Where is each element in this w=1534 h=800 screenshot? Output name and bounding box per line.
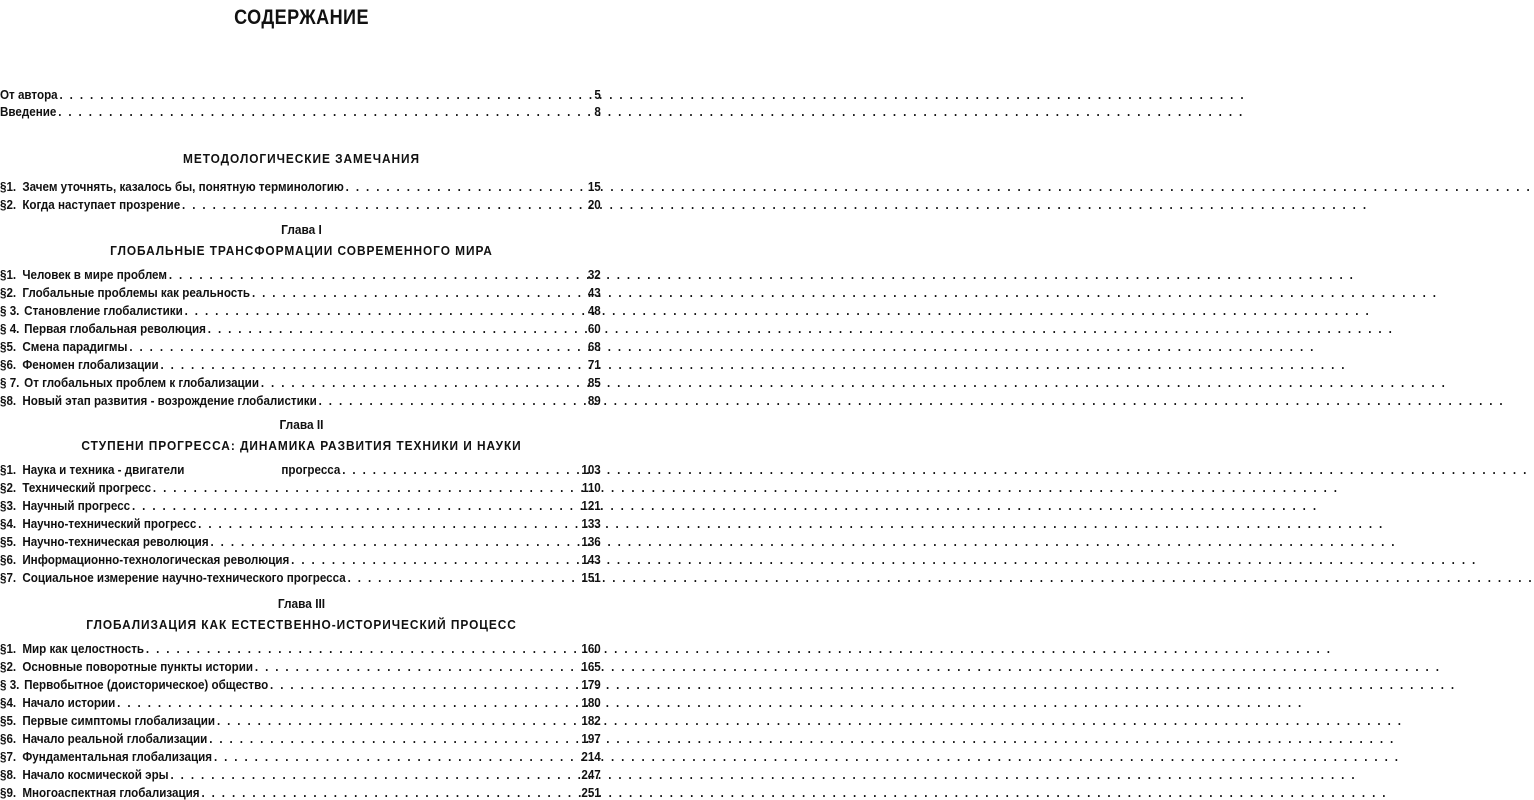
dot-leader xyxy=(129,340,586,354)
toc-entry[interactable] xyxy=(0,674,601,692)
toc-page-number: 103 xyxy=(581,463,601,477)
dot-leader xyxy=(270,678,579,692)
chapter-heading: ГЛОБАЛИЗАЦИЯ КАК ЕСТЕСТВЕННО-ИСТОРИЧЕСКИЙ ПРОЦЕСС xyxy=(86,618,517,632)
dot-leader xyxy=(208,322,586,336)
dot-leader xyxy=(348,571,580,585)
toc-entry-text: Зачем уточнять, казалось бы, понятную терминологию xyxy=(22,180,344,194)
toc-entry-text: От автора xyxy=(0,88,58,102)
toc-entry[interactable] xyxy=(0,656,601,674)
dot-leader xyxy=(217,714,580,728)
toc-entry-from-author[interactable] xyxy=(0,84,601,102)
toc-entry-text: Научно-технический прогресс xyxy=(22,517,197,531)
dot-leader xyxy=(214,750,580,764)
toc-entry[interactable] xyxy=(0,513,601,531)
toc-entry-number: §1. xyxy=(0,642,17,656)
toc-entry[interactable] xyxy=(0,300,601,318)
toc-entry-number: §3. xyxy=(0,499,17,513)
toc-entry-text: Когда наступает прозрение xyxy=(22,198,181,212)
toc-page xyxy=(0,0,603,800)
toc-entry-number: §5. xyxy=(0,714,17,728)
dot-leader xyxy=(185,304,586,318)
dot-leader xyxy=(198,517,579,531)
toc-page-number: 160 xyxy=(581,642,601,656)
toc-page-number: 151 xyxy=(581,571,601,585)
toc-entry-text: Начало космической эры xyxy=(22,768,169,782)
toc-page-number: 251 xyxy=(581,786,601,800)
toc-entry[interactable] xyxy=(0,531,601,549)
toc-entry-text: Первая глобальная революция xyxy=(24,322,206,336)
toc-entry-text: Феномен глобализации xyxy=(22,358,159,372)
toc-entry-number: §1. xyxy=(0,463,17,477)
toc-page-number: 121 xyxy=(581,499,601,513)
toc-entry-number: §2. xyxy=(0,660,17,674)
toc-page-number: 60 xyxy=(587,322,601,336)
toc-entry[interactable] xyxy=(0,264,601,282)
toc-entry-text: Человек в мире проблем xyxy=(22,268,167,282)
toc-entry[interactable] xyxy=(0,567,601,585)
toc-entry-text: Социальное измерение научно-технического прогресса xyxy=(22,571,346,585)
toc-page-number: 179 xyxy=(581,678,601,692)
chapter-label: Глава I xyxy=(281,223,322,237)
toc-entry[interactable] xyxy=(0,176,601,194)
toc-entry[interactable] xyxy=(0,728,601,746)
toc-page-number: 110 xyxy=(582,481,601,495)
toc-page-number: 32 xyxy=(587,268,601,282)
toc-entry-number: §4. xyxy=(0,696,17,710)
toc-entry-number: § 7. xyxy=(0,376,20,390)
toc-entry[interactable] xyxy=(0,746,601,764)
toc-entry-text: Введение xyxy=(0,105,57,119)
dot-leader xyxy=(255,660,580,674)
toc-entry-number: §6. xyxy=(0,553,17,567)
toc-page-number: 5 xyxy=(594,88,601,102)
dot-leader xyxy=(58,105,592,119)
dot-leader xyxy=(170,768,579,782)
toc-page-number: 143 xyxy=(581,553,601,567)
toc-entry-text: Информационно-технологическая революция xyxy=(22,553,290,567)
dot-leader xyxy=(153,481,580,495)
chapter-heading: ГЛОБАЛЬНЫЕ ТРАНСФОРМАЦИИ СОВРЕМЕННОГО МИРА xyxy=(110,244,493,258)
chapter-label: Глава II xyxy=(279,418,324,432)
toc-entry-text: Первобытное (доисторическое) общество xyxy=(24,678,269,692)
dot-leader xyxy=(60,88,593,102)
toc-entry-number: § 4. xyxy=(0,322,20,336)
toc-entry[interactable] xyxy=(0,710,601,728)
chapter-label: Глава III xyxy=(277,597,326,611)
toc-entry-text: Смена парадигмы xyxy=(22,340,128,354)
toc-entry[interactable] xyxy=(0,194,601,212)
toc-entry-text: Становление глобалистики xyxy=(24,304,183,318)
toc-page-number: 8 xyxy=(594,105,601,119)
toc-entry-text: Наука и техника - двигатели прогресса xyxy=(22,463,341,477)
toc-entry-text: Фундаментальная глобализация xyxy=(22,750,213,764)
toc-entry-number: §5. xyxy=(0,535,17,549)
toc-page-number: 68 xyxy=(587,340,601,354)
dot-leader xyxy=(209,732,579,746)
toc-entry-number: §7. xyxy=(0,571,17,585)
toc-entry-text: Мир как целостность xyxy=(22,642,145,656)
dot-leader xyxy=(319,394,586,408)
toc-entry-number: §1. xyxy=(0,180,17,194)
dot-leader xyxy=(291,553,579,567)
toc-entry-number: §2. xyxy=(0,286,17,300)
toc-entry-number: §7. xyxy=(0,750,17,764)
page-title: СОДЕРЖАНИЕ xyxy=(234,6,369,29)
dot-leader xyxy=(146,642,580,656)
toc-entry-text: Многоаспектная глобализация xyxy=(22,786,200,800)
toc-entry-text: Научно-техническая революция xyxy=(22,535,209,549)
toc-entry-number: §2. xyxy=(0,481,17,495)
toc-entry-number: §2. xyxy=(0,198,17,212)
toc-entry-text: Новый этап развития - возрождение глобалистики xyxy=(22,394,317,408)
toc-page-number: 197 xyxy=(581,732,601,746)
toc-entry[interactable] xyxy=(0,764,601,782)
toc-entry[interactable] xyxy=(0,782,601,800)
toc-entry-introduction[interactable] xyxy=(0,101,601,119)
toc-entry-number: §8. xyxy=(0,768,17,782)
dot-leader xyxy=(160,358,586,372)
toc-entry-number: § 3. xyxy=(0,304,20,318)
toc-entry[interactable] xyxy=(0,459,601,477)
toc-page-number: 89 xyxy=(587,394,601,408)
toc-page-number: 133 xyxy=(581,517,601,531)
toc-page-number: 48 xyxy=(587,304,601,318)
toc-entry-number: §6. xyxy=(0,732,17,746)
toc-page-number: 180 xyxy=(581,696,601,710)
chapter-heading: СТУПЕНИ ПРОГРЕССА: ДИНАМИКА РАЗВИТИЯ ТЕХНИКИ И НАУКИ xyxy=(81,439,522,453)
toc-entry[interactable] xyxy=(0,638,601,656)
toc-entry-number: §4. xyxy=(0,517,17,531)
dot-leader xyxy=(252,286,586,300)
dot-leader xyxy=(201,786,579,800)
toc-page-number: 85 xyxy=(587,376,601,390)
toc-entry-number: §9. xyxy=(0,786,17,800)
dot-leader xyxy=(182,198,586,212)
dot-leader xyxy=(346,180,586,194)
toc-entry-text: Технический прогресс xyxy=(22,481,152,495)
toc-entry-text: Начало реальной глобализации xyxy=(22,732,208,746)
toc-page-number: 182 xyxy=(581,714,601,728)
toc-entry[interactable] xyxy=(0,495,601,513)
toc-page-number: 247 xyxy=(581,768,601,782)
dot-leader xyxy=(132,499,580,513)
toc-entry-text: Первые симптомы глобализации xyxy=(22,714,216,728)
toc-page-number: 136 xyxy=(581,535,601,549)
dot-leader xyxy=(169,268,586,282)
toc-entry[interactable] xyxy=(0,477,601,495)
toc-page-number: 214 xyxy=(581,750,601,764)
dot-leader xyxy=(210,535,579,549)
toc-entry-number: §5. xyxy=(0,340,17,354)
toc-page-number: 165 xyxy=(581,660,601,674)
toc-entry-text: От глобальных проблем к глобализации xyxy=(24,376,259,390)
toc-entry-number: §6. xyxy=(0,358,17,372)
toc-entry-text: Основные поворотные пункты истории xyxy=(22,660,254,674)
toc-page-number: 15 xyxy=(587,180,601,194)
toc-page-number: 43 xyxy=(587,286,601,300)
toc-entry[interactable] xyxy=(0,282,601,300)
toc-entry-text: Научный прогресс xyxy=(22,499,131,513)
section-heading-methodology: МЕТОДОЛОГИЧЕСКИЕ ЗАМЕЧАНИЯ xyxy=(182,152,421,166)
dot-leader xyxy=(117,696,579,710)
toc-entry[interactable] xyxy=(0,549,601,567)
toc-entry[interactable] xyxy=(0,692,601,710)
toc-entry[interactable] xyxy=(0,336,601,354)
toc-entry-text: Начало истории xyxy=(22,696,116,710)
toc-entry-number: §8. xyxy=(0,394,17,408)
toc-entry[interactable] xyxy=(0,318,601,336)
toc-entry[interactable] xyxy=(0,372,601,390)
toc-entry-number: §1. xyxy=(0,268,17,282)
toc-entry-text: Глобальные проблемы как реальность xyxy=(22,286,251,300)
toc-entry-number: § 3. xyxy=(0,678,20,692)
dot-leader xyxy=(261,376,586,390)
dot-leader xyxy=(342,463,579,477)
toc-entry[interactable] xyxy=(0,354,601,372)
toc-page-number: 20 xyxy=(587,198,601,212)
toc-page-number: 71 xyxy=(587,358,601,372)
toc-entry[interactable] xyxy=(0,390,601,408)
